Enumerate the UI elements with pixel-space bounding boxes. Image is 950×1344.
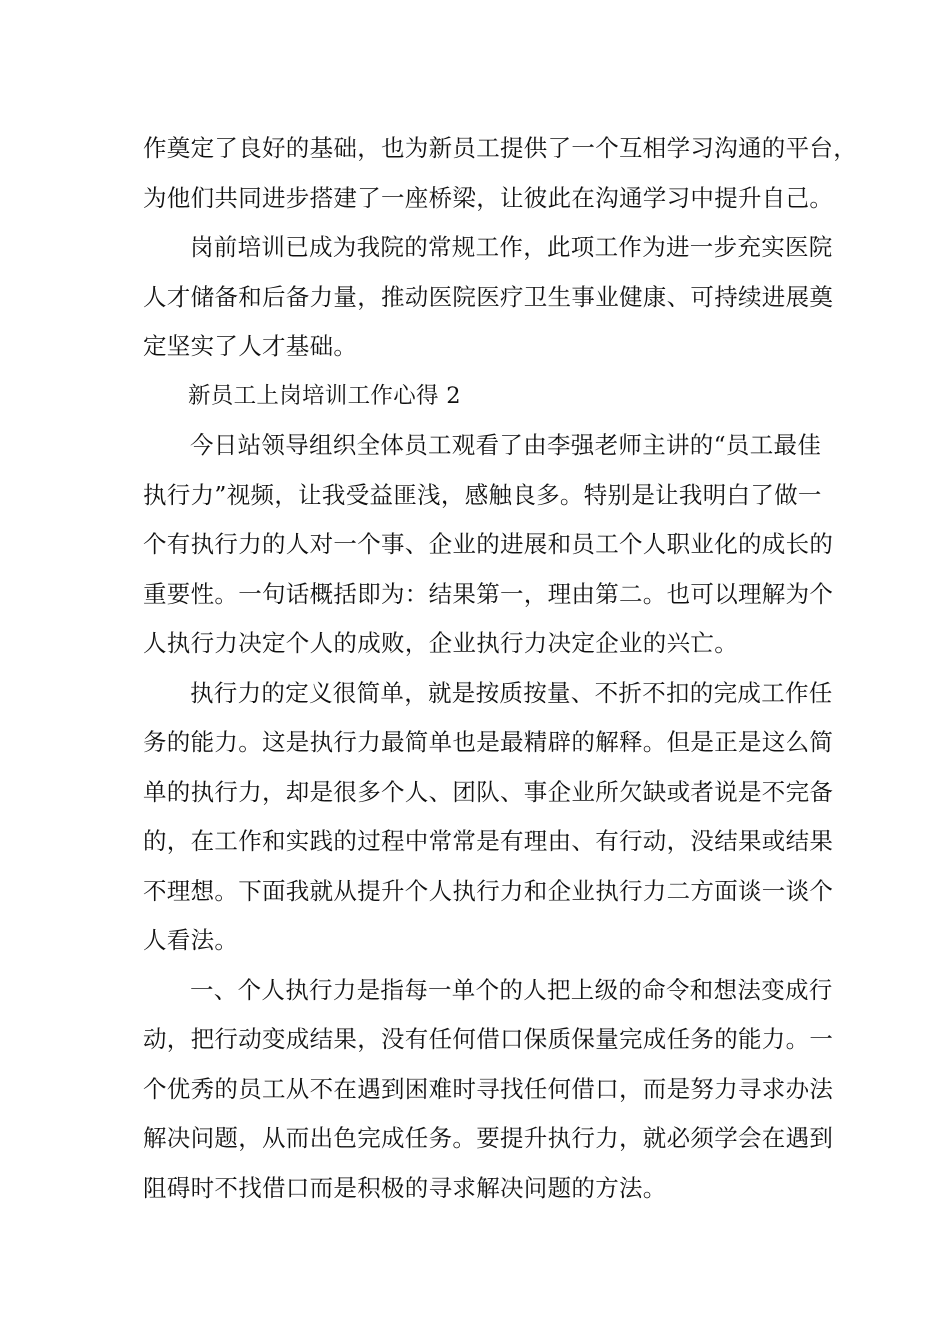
- section-heading: [143, 372, 811, 422]
- text-line: 个优秀的员工从不在遇到困难时寻找任何借口，而是努力寻求办法: [143, 1074, 834, 1103]
- text-line: 执行力的定义很简单，就是按质按量、不折不扣的完成工作任: [190, 678, 833, 707]
- text-line: 作奠定了良好的基础，也为新员工提供了一个互相学习沟通的平台，: [143, 134, 857, 162]
- text-line: 岗前培训已成为我院的常规工作，此项工作为进一步充实医院: [190, 233, 833, 261]
- text-line: 今日站领导组织全体员工观看了由李强老师主讲的“员工最佳: [190, 431, 822, 459]
- text-line: 定坚实了人才基础。: [143, 332, 358, 360]
- paragraph: [143, 223, 834, 372]
- heading-text: 新员工上岗培训工作心得 2: [188, 382, 461, 409]
- text-line: 为他们共同进步搭建了一座桥梁，让彼此在沟通学习中提升自己。: [143, 183, 834, 212]
- text-line: 不理想。下面我就从提升个人执行力和企业执行力二方面谈一谈个: [143, 876, 834, 905]
- paragraph: [143, 966, 834, 1214]
- text-line: 单的执行力，却是很多个人、团队、事企业所欠缺或者说是不完备: [143, 777, 834, 806]
- text-line: 执行力”视频，让我受益匪浅，感触良多。特别是让我明白了做一: [143, 480, 822, 509]
- text-line: 解决问题，从而出色完成任务。要提升执行力，就必须学会在遇到: [143, 1124, 834, 1152]
- text-line: 的，在工作和实践的过程中常常是有理由、有行动，没结果或结果: [143, 827, 834, 855]
- paragraph: [143, 421, 834, 669]
- text-line: 个有执行力的人对一个事、企业的进展和员工个人职业化的成长的: [143, 530, 834, 558]
- text-line: 人执行力决定个人的成败，企业执行力决定企业的兴亡。: [143, 629, 738, 657]
- text-line: 务的能力。这是执行力最简单也是最精辟的解释。但是正是这么简: [143, 728, 834, 756]
- text-line: 人才储备和后备力量，推动医院医疗卫生事业健康、可持续进展奠: [143, 282, 834, 311]
- text-line: 人看法。: [143, 926, 239, 954]
- text-line: 动，把行动变成结果，没有任何借口保质保量完成任务的能力。一: [143, 1025, 834, 1053]
- text-line: 阻碍时不找借口而是积极的寻求解决问题的方法。: [143, 1173, 667, 1202]
- paragraph: [143, 124, 857, 223]
- paragraph: [143, 669, 834, 966]
- text-line: 重要性。一句话概括即为：结果第一，理由第二。也可以理解为个: [143, 579, 834, 608]
- text-line: 一、个人执行力是指每一单个的人把上级的命令和想法变成行: [190, 975, 833, 1004]
- document-body: [143, 124, 857, 1213]
